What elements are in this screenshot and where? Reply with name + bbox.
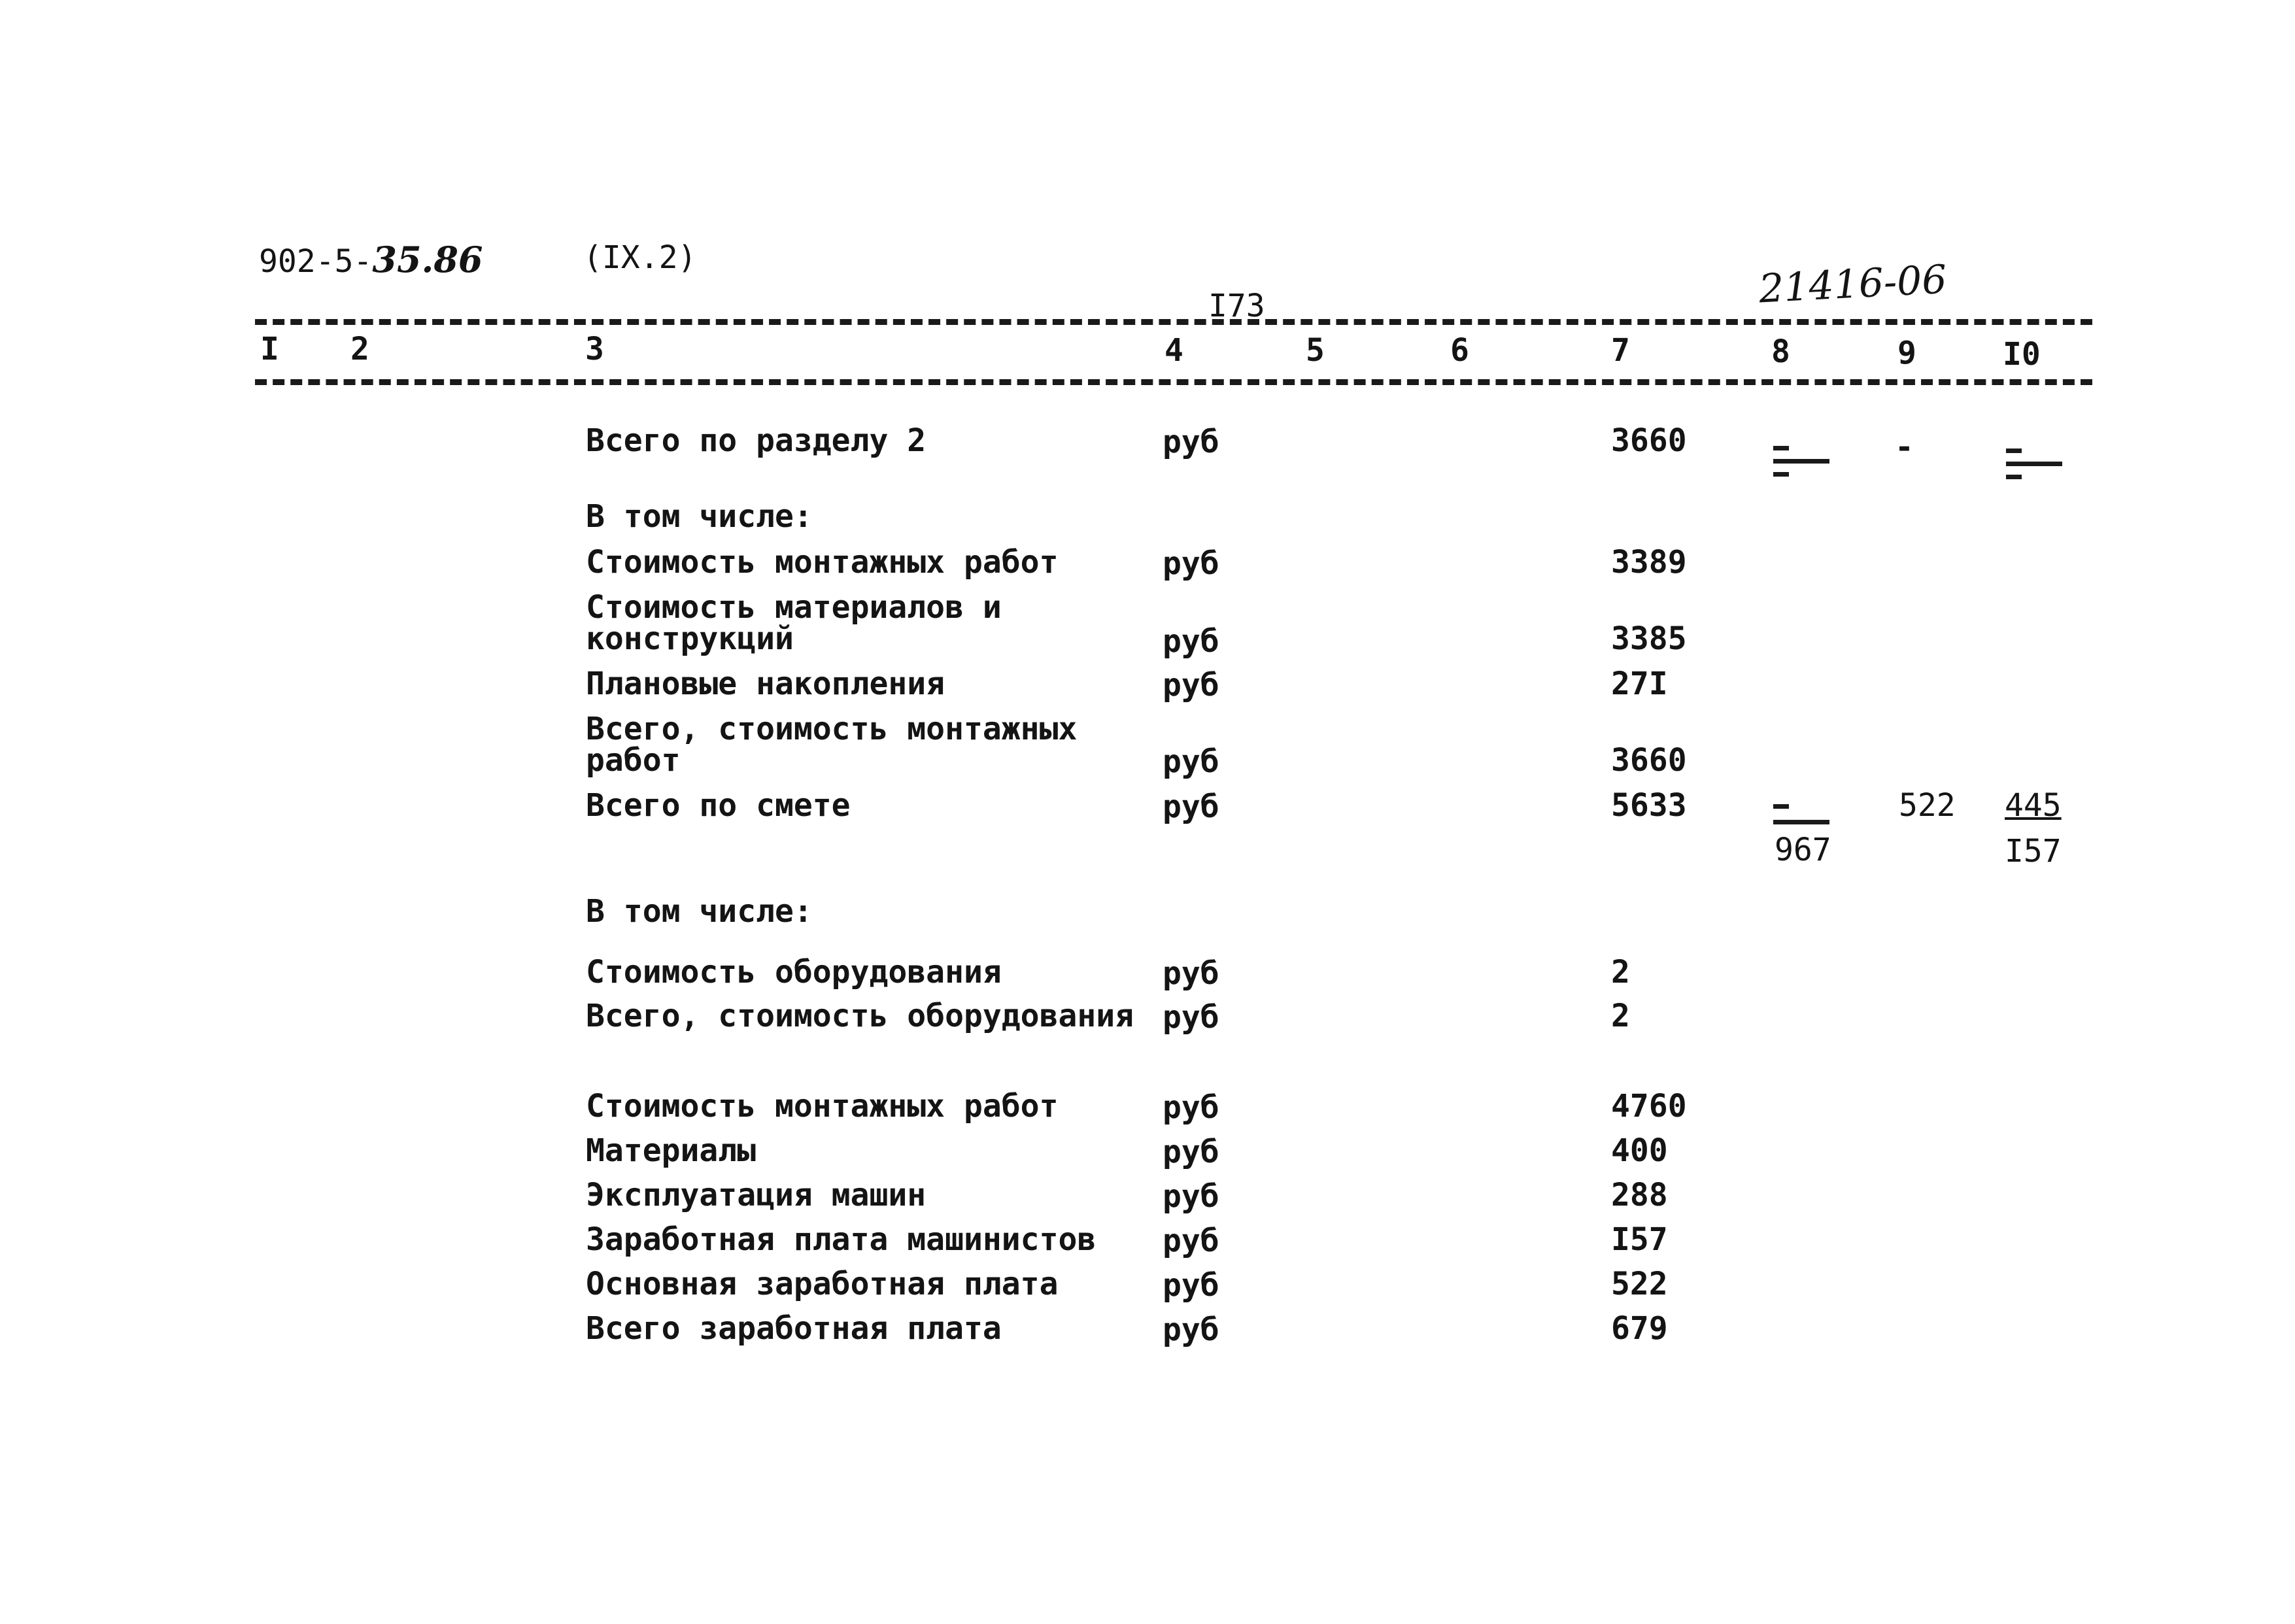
column-header-9: 9 bbox=[1897, 335, 1916, 371]
row-value: 2 bbox=[1611, 954, 1630, 990]
row-label-equipment-cost: Стоимость оборудования bbox=[586, 954, 1002, 990]
row-label-base-wages: Основная заработная плата bbox=[586, 1266, 1059, 1302]
row-unit: руб bbox=[1163, 1311, 1219, 1348]
row-label-installation-cost: Стоимость монтажных работ bbox=[586, 544, 1059, 581]
row-value: 288 bbox=[1611, 1177, 1668, 1213]
row-unit: руб bbox=[1163, 1178, 1219, 1215]
column-header-6: 6 bbox=[1450, 332, 1469, 369]
row-unit: руб bbox=[1163, 623, 1219, 660]
row-label-machine-operation: Эксплуатация машин bbox=[586, 1177, 926, 1213]
row-unit: руб bbox=[1163, 1089, 1219, 1126]
row-unit: руб bbox=[1163, 424, 1219, 460]
row-unit: руб bbox=[1163, 955, 1219, 992]
row-unit: руб bbox=[1163, 999, 1219, 1036]
row-label-total-equipment-cost: Всего, стоимость оборудования bbox=[586, 998, 1134, 1034]
document-code-printed: 902-5- bbox=[259, 243, 373, 280]
header-rule-bottom bbox=[255, 379, 2092, 385]
header-rule-top bbox=[255, 319, 2092, 325]
row-label-planned-savings: Плановые накопления bbox=[586, 666, 945, 702]
document-code bbox=[259, 239, 483, 280]
row-unit: руб bbox=[1163, 1267, 1219, 1304]
row-value: 400 bbox=[1611, 1132, 1668, 1169]
row-unit: руб bbox=[1163, 667, 1219, 703]
row-label-section-total: Всего по разделу 2 bbox=[586, 422, 926, 459]
row-label-including: В том числе: bbox=[586, 893, 813, 930]
document-code-handwritten: 35.86 bbox=[372, 239, 483, 280]
row-label-materials-cost-line2: конструкций bbox=[586, 620, 794, 657]
column-header-3: 3 bbox=[585, 331, 604, 367]
row-value: 2 bbox=[1611, 998, 1630, 1034]
row-value: I57 bbox=[1611, 1221, 1668, 1258]
row-value: 522 bbox=[1611, 1266, 1668, 1302]
row-value: 3660 bbox=[1611, 742, 1687, 779]
row-unit: руб bbox=[1163, 1223, 1219, 1259]
row-label-total-installation-line2: работ bbox=[586, 742, 681, 779]
row-label-total-wages: Всего заработная плата bbox=[586, 1310, 1002, 1347]
row-label-including: В том числе: bbox=[586, 498, 813, 535]
row-value: 3389 bbox=[1611, 544, 1687, 581]
row-label-operator-wages: Заработная плата машинистов bbox=[586, 1221, 1096, 1258]
row-label-materials-cost-line1: Стоимость материалов и bbox=[586, 589, 1002, 626]
column-header-1: I bbox=[260, 331, 279, 367]
column-header-2: 2 bbox=[350, 331, 369, 367]
row-value-col8-bottom: 967 bbox=[1775, 832, 1831, 868]
row-unit: руб bbox=[1163, 743, 1219, 780]
row-unit: руб bbox=[1163, 788, 1219, 825]
row-value-col9: 522 bbox=[1899, 787, 1956, 824]
row-value-col10-top: 445 bbox=[2005, 787, 2062, 824]
page-number: I73 bbox=[1208, 288, 1265, 324]
row-unit: руб bbox=[1163, 545, 1219, 582]
row-value-col9: - bbox=[1895, 429, 1914, 465]
row-value: 27I bbox=[1611, 666, 1668, 702]
column-header-7: 7 bbox=[1611, 332, 1630, 369]
row-label-materials: Материалы bbox=[586, 1132, 756, 1169]
row-value: 3385 bbox=[1611, 620, 1687, 657]
row-value: 5633 bbox=[1611, 787, 1687, 824]
column-header-4: 4 bbox=[1164, 332, 1183, 369]
handwritten-stamp: 21416-06 bbox=[1758, 256, 1948, 313]
column-header-5: 5 bbox=[1306, 332, 1325, 369]
row-label-estimate-total: Всего по смете bbox=[586, 787, 851, 824]
row-value-col10-bottom: I57 bbox=[2005, 833, 2062, 870]
row-value: 3660 bbox=[1611, 422, 1687, 459]
section-number: (IX.2) bbox=[583, 239, 697, 276]
row-value: 4760 bbox=[1611, 1088, 1687, 1125]
row-unit: руб bbox=[1163, 1134, 1219, 1170]
column-header-8: 8 bbox=[1771, 333, 1790, 370]
column-header-10: I0 bbox=[2003, 336, 2041, 373]
row-label-installation-cost-2: Стоимость монтажных работ bbox=[586, 1088, 1059, 1125]
row-label-total-installation-line1: Всего, стоимость монтажных bbox=[586, 711, 1078, 747]
row-value: 679 bbox=[1611, 1310, 1668, 1347]
